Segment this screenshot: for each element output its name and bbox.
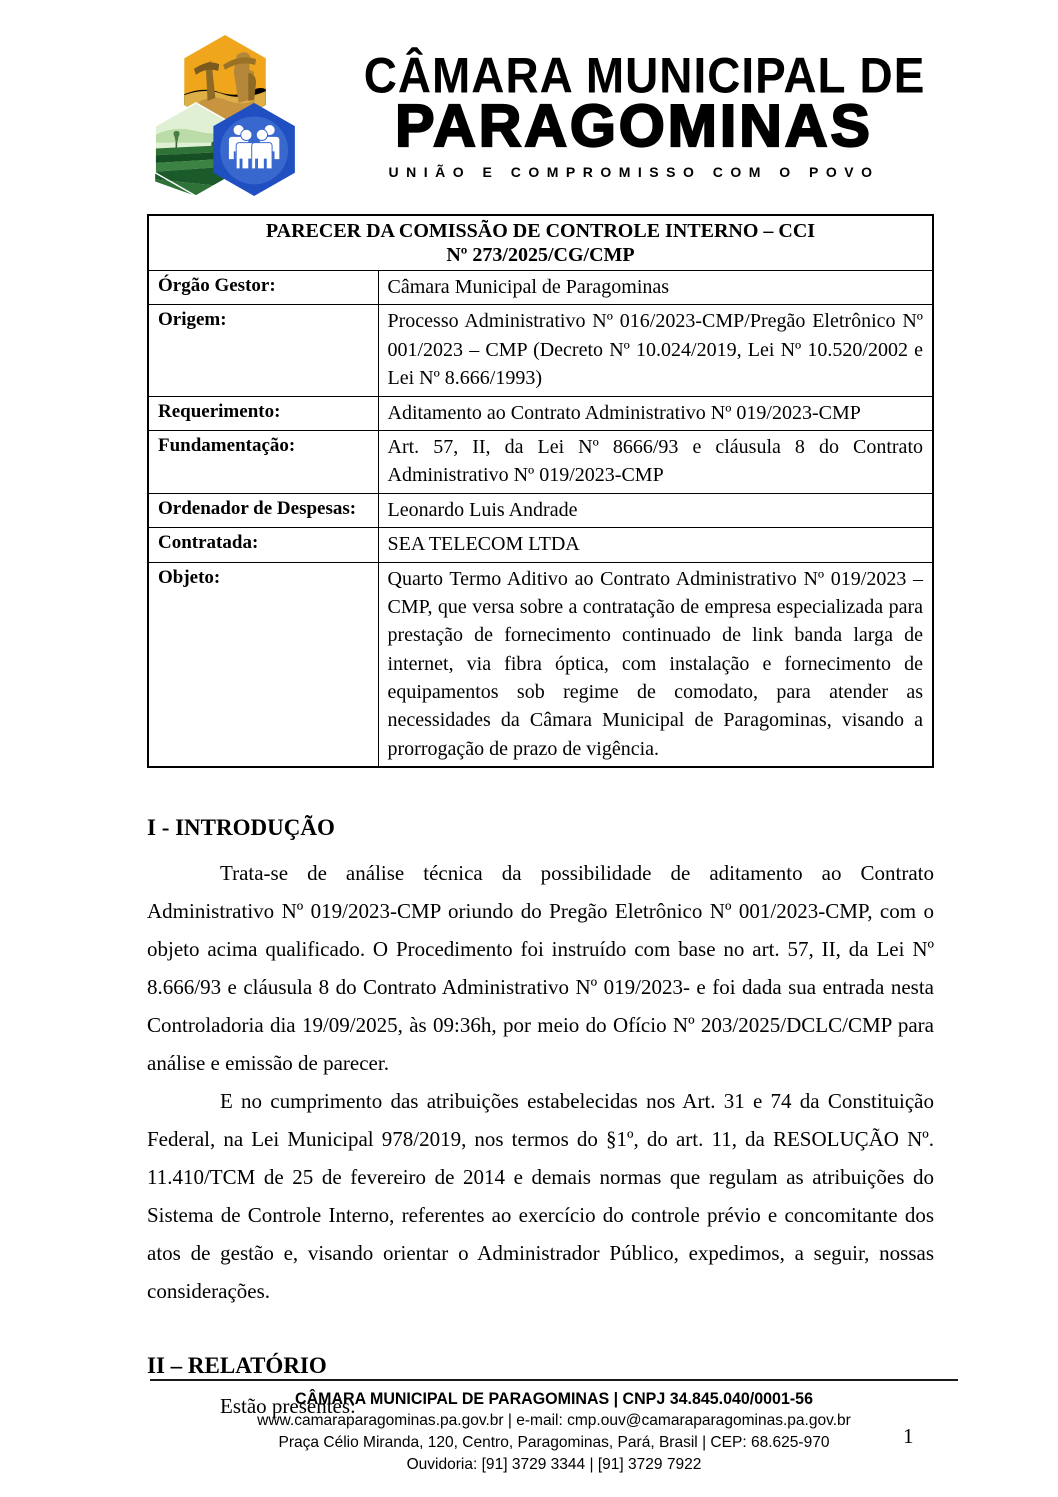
- brand-block: [363, 46, 926, 180]
- municipality-logo-icon: [153, 34, 299, 196]
- page-number: 1: [903, 1424, 914, 1448]
- row-label-ordenador: Ordenador de Despesas:: [148, 493, 378, 527]
- table-row: [148, 396, 933, 430]
- table-row: [148, 430, 933, 493]
- row-label-origem: Origem:: [148, 305, 378, 396]
- row-label-fundamentacao: Fundamentação:: [148, 430, 378, 493]
- row-value-requerimento: Aditamento ao Contrato Administrativo Nº 019/2023-CMP: [378, 396, 933, 430]
- row-value-objeto: Quarto Termo Aditivo ao Contrato Administrativo Nº 019/2023 – CMP, que versa sobre a contratação de empresa especializada para prestação de fornecimento continuado de link banda larga de internet, via fibra óptica, com instalação e fornecimento de equipamentos sob regime de comodato, para atender as necessidades da Câmara Municipal de Paragominas, visando a prorrogação de prazo de vigência.: [378, 562, 933, 767]
- row-label-objeto: Objeto:: [148, 562, 378, 767]
- table-row: [148, 271, 933, 305]
- row-label-requerimento: Requerimento:: [148, 396, 378, 430]
- intro-paragraph-1: Trata-se de análise técnica da possibilidade de aditamento ao Contrato Administrativo Nº 019/2023-CMP oriundo do Pregão Eletrônico Nº 001/2023-CMP, com o objeto acima qualificado. O Procedimento foi instruído com base no art. 57, II, da Lei Nº 8.666/93 e cláusula 8 do Contrato Administrativo Nº 019/2023- e foi dada sua entrada nesta Controladoria dia 19/09/2025, às 09:36h, por meio do Ofício Nº 203/2025/DCLC/CMP para análise e emissão de parecer.: [147, 860, 934, 1075]
- footer-address: Praça Célio Miranda, 120, Centro, Paragominas, Pará, Brasil | CEP: 68.625-970: [278, 1434, 830, 1451]
- footer-org-cnpj: CÂMARA MUNICIPAL DE PARAGOMINAS | CNPJ 34.845.040/0001-56: [295, 1390, 813, 1408]
- section-heading-introducao: I - INTRODUÇÃO: [147, 815, 335, 841]
- relatorio-paragraph-1: Estão presentes:: [220, 1394, 356, 1419]
- footer-site-email: www.camaraparagominas.pa.gov.br | e-mail: cmp.ouv@camaraparagominas.pa.gov.br: [257, 1412, 851, 1429]
- row-value-contratada: SEA TELECOM LTDA: [378, 528, 933, 562]
- document-body: [147, 814, 934, 1425]
- brand-tagline: UNIÃO E COMPROMISSO COM O POVO: [388, 164, 880, 180]
- section-heading-relatorio: II – RELATÓRIO: [147, 1352, 327, 1378]
- row-label-contratada: Contratada:: [148, 528, 378, 562]
- table-row: [148, 493, 933, 527]
- table-title-line2: Nº 273/2025/CG/CMP: [446, 244, 635, 266]
- document-header: [0, 0, 1058, 196]
- table-title-cell: [148, 215, 933, 271]
- parecer-info-table: [147, 214, 934, 768]
- row-value-ordenador: Leonardo Luis Andrade: [378, 493, 933, 527]
- brand-title-line2: PARAGOMINAS: [395, 93, 873, 159]
- footer-divider: [150, 1379, 958, 1381]
- table-title-row: [148, 215, 933, 271]
- table-row: [148, 305, 933, 396]
- row-label-orgao-gestor: Órgão Gestor:: [148, 271, 378, 305]
- brand-title-line1: CÂMARA MUNICIPAL DE: [363, 46, 926, 104]
- row-value-fundamentacao: Art. 57, II, da Lei Nº 8666/93 e cláusula 8 do Contrato Administrativo Nº 019/2023-CMP: [378, 430, 933, 493]
- row-value-orgao-gestor: Câmara Municipal de Paragominas: [378, 271, 933, 305]
- intro-paragraph-2: E no cumprimento das atribuições estabelecidas nos Art. 31 e 74 da Constituição Federal, na Lei Municipal 978/2019, nos termos do §1º, do art. 11, da RESOLUÇÃO Nº. 11.410/TCM de 25 de fevereiro de 2014 e demais normas que regulam as atribuições do Sistema de Controle Interno, referentes ao exercício do controle prévio e concomitante dos atos de gestão e, visando orientar o Administrador Público, expedimos, a seguir, nossas considerações.: [147, 1088, 934, 1303]
- page-footer: [150, 1379, 958, 1476]
- row-value-origem: Processo Administrativo Nº 016/2023-CMP/Pregão Eletrônico Nº 001/2023 – CMP (Decreto Nº 10.024/2019, Lei Nº 10.520/2002 e Lei Nº 8.666/1993): [378, 305, 933, 396]
- table-row: [148, 528, 933, 562]
- footer-ouvidoria: Ouvidoria: [91] 3729 3344 | [91] 3729 7922: [406, 1456, 702, 1473]
- table-title-line1: PARECER DA COMISSÃO DE CONTROLE INTERNO – CCI: [265, 220, 816, 242]
- table-row: [148, 562, 933, 767]
